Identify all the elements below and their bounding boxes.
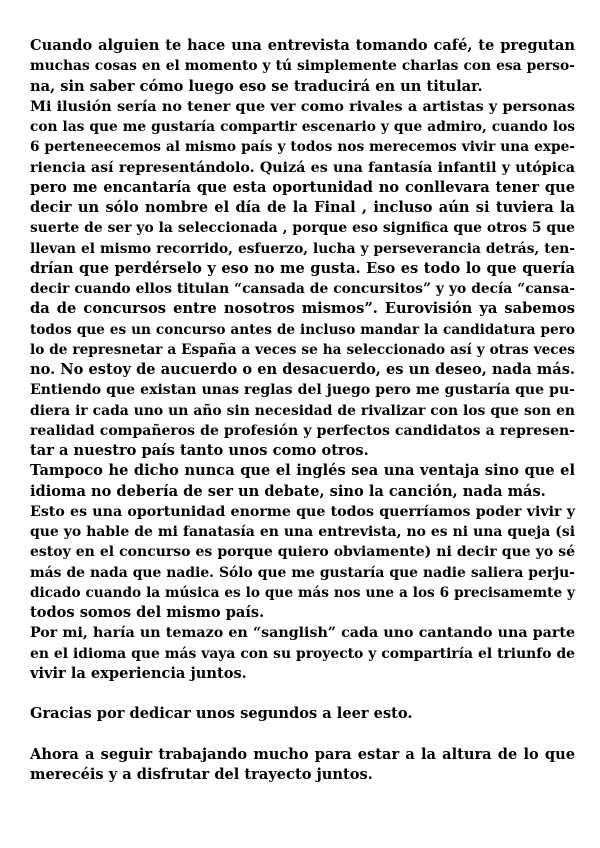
text-line: decir un sólo nombre el día de la Final , incluso aún si tuviera la xyxy=(30,199,575,216)
blank-line xyxy=(30,725,575,745)
text-line: riencia así representándolo. Quizá es una fantasía infantil y utópica xyxy=(30,159,575,176)
text-line: Tampoco he dicho nunca que el inglés sea una ventaja sino que el xyxy=(30,462,575,480)
text-line: Esto es una oportunidad enorme que todos querríamos poder vivir y xyxy=(30,503,575,520)
text-line: vivir la experiencia juntos. xyxy=(30,664,247,682)
text-line: todos somos del mismo país. xyxy=(30,604,265,621)
text-line: con las que me gustaría compartir escenario y que admiro, cuando los xyxy=(30,119,575,135)
text-line: todos que es un concurso antes de incluso mandar la candidatura pero xyxy=(30,321,575,338)
text-line: idioma no debería de ser un debate, sino la canción, nada más. xyxy=(30,482,546,500)
text-line: lo de represnetar a España a veces se ha seleccionado así y otras veces xyxy=(30,341,575,358)
document-body xyxy=(30,36,575,785)
text-line: muchas cosas en el momento y tú simplemente charlas con esa perso- xyxy=(30,58,575,75)
text-line: Entiendo que existan unas reglas del juego pero me gustaría que pu- xyxy=(30,382,575,399)
text-line: suerte de ser yo la seleccionada , porque eso significa que otros 5 que xyxy=(30,220,575,237)
text-line: drían que perdérselo y eso no me gusta. Eso es todo lo que quería xyxy=(30,259,575,277)
text-line: estoy en el concurso es porque quiero obviamente) ni decir que yo sé xyxy=(30,544,575,561)
text-line: no. No estoy de aucuerdo o en desacuerdo, es un deseo, nada más. xyxy=(30,361,575,378)
text-line: Ahora a seguir trabajando mucho para estar a la altura de lo que xyxy=(30,745,575,763)
text-line: merecéis y a disfrutar del trayecto juntos. xyxy=(30,766,373,783)
blank-line xyxy=(30,684,575,704)
text-line: diera ir cada uno un año sin necesidad de rivalizar con los que son en xyxy=(30,402,575,419)
text-line: Por mi, haría un temazo en “sanglish” cada uno cantando una parte xyxy=(30,625,575,642)
text-line: Gracias por dedicar unos segundos a leer esto. xyxy=(30,705,413,723)
text-line: decir cuando ellos titulan “cansada de concursitos” y yo decía “cansa- xyxy=(30,281,575,297)
text-line: que yo hable de mi fanatasía en una entrevista, no es ni una queja (si xyxy=(30,524,575,540)
text-line: llevan el mismo recorrido, esfuerzo, lucha y perseverancia detrás, ten- xyxy=(30,240,575,257)
text-line: da de concursos entre nosotros mismos”. Eurovisión ya sabemos xyxy=(30,300,575,318)
text-line: Cuando alguien te hace una entrevista tomando café, te pregutan xyxy=(30,37,575,54)
text-line: pero me encantaría que esta oportunidad no conllevara tener que xyxy=(30,178,575,196)
text-line: na, sin saber cómo luego eso se traducirá en un titular. xyxy=(30,77,483,95)
text-line: dicado cuando la música es lo que más nos une a los 6 precisamemte y xyxy=(30,584,575,601)
text-line: Mi ilusión sería no tener que ver como rivales a artistas y personas xyxy=(30,97,575,115)
text-line: 6 perteneecemos al mismo país y todos nos merecemos vivir una expe- xyxy=(30,139,575,156)
text-line: en el idioma que más vaya con su proyecto y compartiría el triunfo de xyxy=(30,645,575,662)
text-line: realidad compañeros de profesión y perfectos candidatos a represen- xyxy=(30,422,575,439)
text-line: más de nada que nadie. Sólo que me gustaría que nadie saliera perju- xyxy=(30,564,575,581)
text-line: tar a nuestro país tanto unos como otros. xyxy=(30,442,369,459)
